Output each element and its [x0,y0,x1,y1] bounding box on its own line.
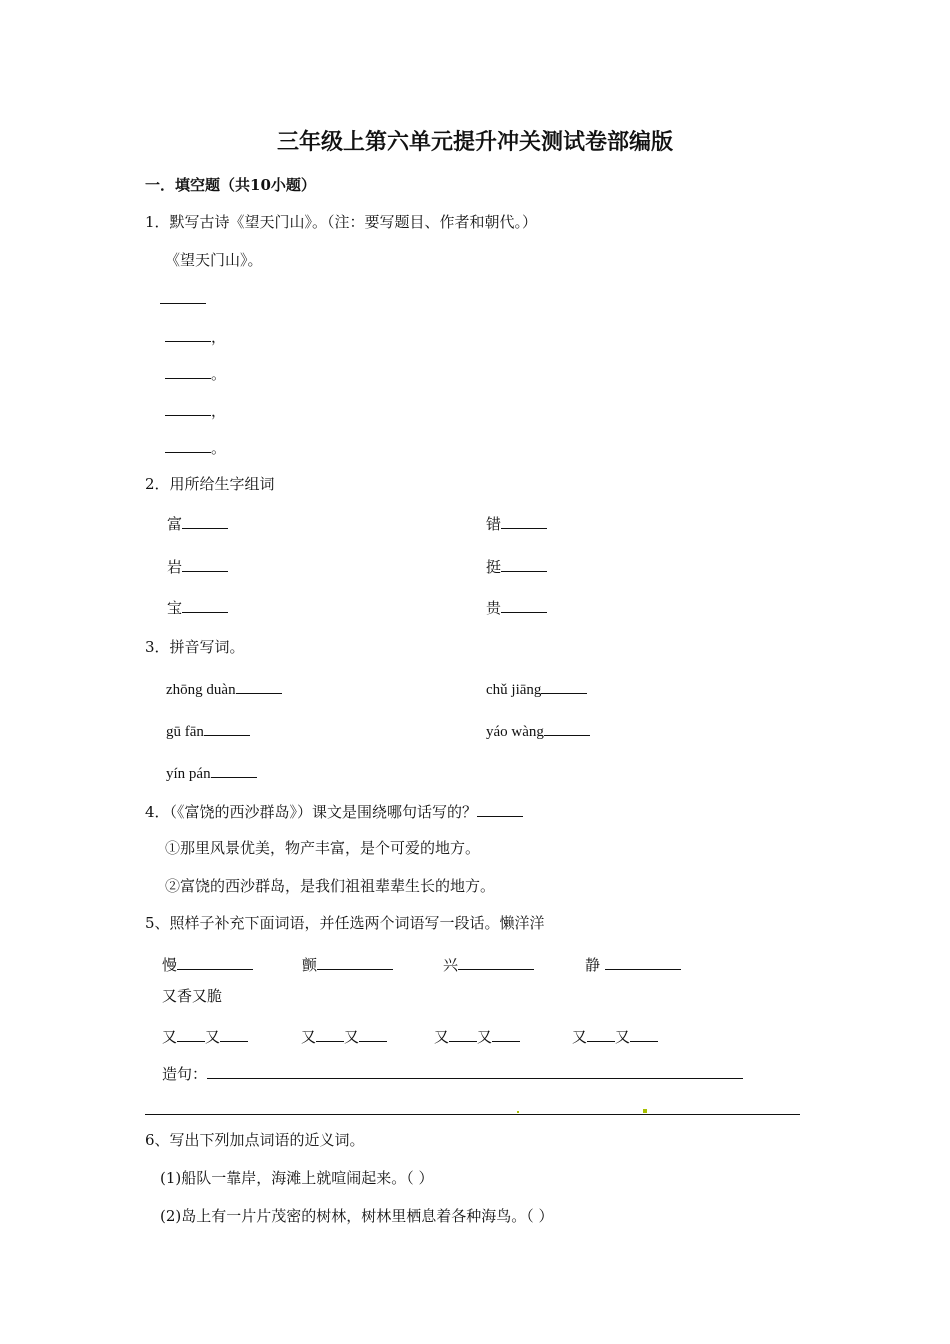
answer-rule[interactable] [145,1114,800,1115]
word-item[interactable]: 岩 [167,556,228,577]
pinyin-item[interactable]: gū fān [166,720,250,742]
fill-word[interactable]: 慢 [162,954,253,975]
synonym-item-2: (2)岛上有一片片茂密的树林，树林里栖息着各种海鸟。（ ） [160,1207,554,1225]
question-1-stem: 1．默写古诗《望天门山》。（注：要写题目、作者和朝代。） [145,213,538,231]
example-word: 又香又脆 [162,987,223,1005]
poem-title-line: 《望天门山》。 [165,251,263,269]
fill-you-pattern[interactable]: 又 又 [162,1026,248,1047]
option-1: ①那里风景优美，物产丰富，是个可爱的地方。 [165,839,481,857]
question-5-stem: 5、照样子补充下面词语，并任选两个词语写一段话。懒洋洋 [145,914,545,932]
option-2: ②富饶的西沙群岛，是我们祖祖辈辈生长的地方。 [165,877,496,895]
fill-you-pattern[interactable]: 又 又 [572,1026,658,1047]
answer-line-3[interactable]: 。 [165,363,226,384]
sentence-line[interactable]: 造句： [162,1063,743,1084]
answer-line-5[interactable]: 。 [165,437,226,458]
answer-line-4[interactable]: ， [165,400,226,421]
word-item[interactable]: 挺 [486,556,547,577]
word-item[interactable]: 贵 [486,597,547,618]
fill-word[interactable]: 静 [585,954,681,975]
fill-word[interactable]: 兴 [443,954,534,975]
fill-you-pattern[interactable]: 又 又 [301,1026,387,1047]
answer-line-2[interactable]: ， [165,326,226,347]
fill-word[interactable]: 颤 [302,954,393,975]
question-6-stem: 6、写出下列加点词语的近义词。 [145,1131,365,1149]
page-title: 三年级上第六单元提升冲关测试卷部编版 [276,129,673,155]
scan-dot [643,1109,647,1113]
synonym-item-1: (1)船队一靠岸，海滩上就喧闹起来。（ ） [160,1169,434,1187]
answer-line-1[interactable] [160,288,206,309]
word-item[interactable]: 富 [167,513,228,534]
word-item[interactable]: 宝 [167,597,228,618]
pinyin-item[interactable]: chǔ jiāng [486,678,587,700]
word-item[interactable]: 错 [486,513,547,534]
question-4-stem[interactable]: 4．（《富饶的西沙群岛》）课文是围绕哪句话写的？ [145,801,523,822]
pinyin-item[interactable]: yáo wàng [486,720,590,742]
scan-dot [517,1111,519,1113]
section-heading: 一．填空题（共10小题） [145,176,316,194]
question-3-stem: 3．拼音写词。 [145,638,245,656]
fill-you-pattern[interactable]: 又 又 [434,1026,520,1047]
pinyin-item[interactable]: zhōng duàn [166,678,282,700]
pinyin-item[interactable]: yín pán [166,762,257,784]
question-2-stem: 2．用所给生字组词 [145,475,275,493]
